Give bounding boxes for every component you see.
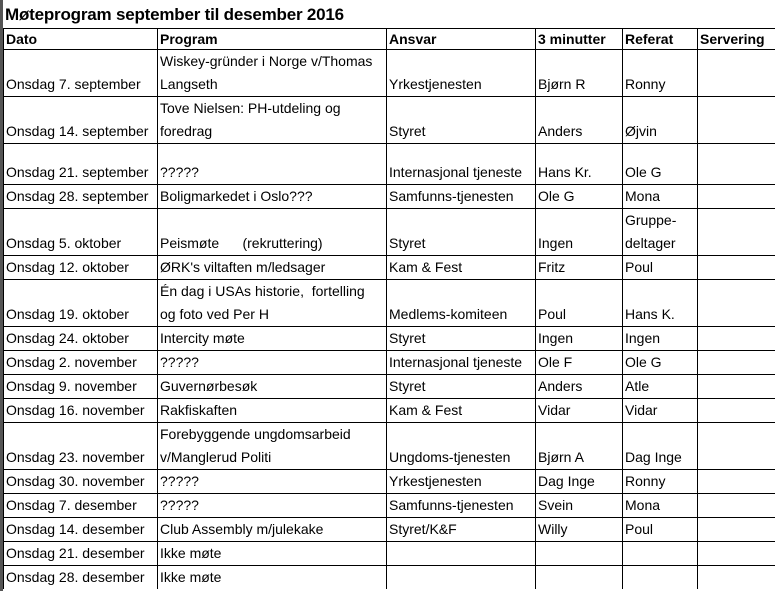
cell-program-line: Wiskey-gründer i Norge v/Thomas bbox=[160, 53, 373, 69]
cell-program-line: v/Manglerud Politi bbox=[160, 449, 272, 465]
cell-referat-line: Ole G bbox=[625, 354, 662, 370]
cell-referat[interactable] bbox=[623, 185, 698, 209]
cell-servering[interactable] bbox=[698, 375, 775, 399]
cell-program-line: Intercity møte bbox=[160, 330, 245, 346]
cell-program-line: foredrag bbox=[160, 123, 213, 139]
cell-servering[interactable] bbox=[698, 185, 775, 209]
cell-program[interactable] bbox=[158, 327, 387, 351]
cell-3-minutter[interactable]: Dag Inge bbox=[536, 470, 623, 494]
cell-program-line: Boligmarkedet i Oslo??? bbox=[160, 188, 313, 204]
cell-program-line: Én dag i USAs historie, fortelling bbox=[160, 283, 365, 299]
cell-ansvar[interactable]: Yrkestjenesten bbox=[387, 470, 536, 494]
cell-referat-line: Poul bbox=[625, 259, 654, 275]
cell-program-line: Forebyggende ungdomsarbeid bbox=[160, 426, 351, 442]
cell-ansvar[interactable]: Styret bbox=[387, 327, 536, 351]
column-header-servering[interactable]: Servering bbox=[698, 29, 775, 50]
table-row bbox=[4, 256, 775, 280]
cell-dato[interactable]: Onsdag 19. oktober bbox=[4, 280, 158, 327]
cell-program[interactable] bbox=[158, 209, 387, 256]
cell-referat-line: Vidar bbox=[625, 402, 658, 418]
cell-3-minutter[interactable]: Anders bbox=[536, 97, 623, 144]
cell-ansvar[interactable] bbox=[387, 566, 536, 590]
cell-referat-line: Dag Inge bbox=[625, 449, 682, 465]
cell-program[interactable] bbox=[158, 50, 387, 97]
cell-program[interactable] bbox=[158, 375, 387, 399]
cell-servering[interactable] bbox=[698, 209, 775, 256]
cell-referat[interactable] bbox=[623, 518, 698, 542]
cell-referat[interactable] bbox=[623, 256, 698, 280]
cell-3-minutter[interactable]: Fritz bbox=[536, 256, 623, 280]
cell-ansvar[interactable]: Internasjonal tjeneste bbox=[387, 351, 536, 375]
cell-servering[interactable] bbox=[698, 470, 775, 494]
cell-program-line: Guvernørbesøk bbox=[160, 378, 258, 394]
cell-program-line: ????? bbox=[160, 497, 199, 513]
cell-referat[interactable] bbox=[623, 327, 698, 351]
cell-referat[interactable] bbox=[623, 399, 698, 423]
cell-referat[interactable] bbox=[623, 542, 698, 566]
cell-program[interactable] bbox=[158, 185, 387, 209]
table-row bbox=[4, 423, 775, 470]
cell-program-line: Ikke møte bbox=[160, 569, 222, 585]
cell-3-minutter[interactable]: Ingen bbox=[536, 327, 623, 351]
cell-referat-line: Ingen bbox=[625, 330, 661, 346]
cell-dato[interactable]: Onsdag 7. desember bbox=[4, 494, 158, 518]
cell-referat-line: Poul bbox=[625, 521, 654, 537]
cell-dato[interactable]: Onsdag 14. september bbox=[4, 97, 158, 144]
cell-3-minutter[interactable]: Poul bbox=[536, 280, 623, 327]
table-row bbox=[4, 494, 775, 518]
column-header-program[interactable]: Program bbox=[158, 29, 387, 50]
cell-program[interactable] bbox=[158, 566, 387, 590]
cell-referat-line: Mona bbox=[625, 188, 661, 204]
cell-referat[interactable] bbox=[623, 209, 698, 256]
column-header-referat[interactable]: Referat bbox=[623, 29, 698, 50]
cell-ansvar[interactable]: Styret/K&F bbox=[387, 518, 536, 542]
cell-3-minutter[interactable]: Svein bbox=[536, 494, 623, 518]
table-row bbox=[4, 399, 775, 423]
cell-servering[interactable] bbox=[698, 327, 775, 351]
cell-3-minutter[interactable] bbox=[536, 542, 623, 566]
table-row bbox=[4, 518, 775, 542]
header-row bbox=[4, 29, 775, 50]
cell-program[interactable] bbox=[158, 280, 387, 327]
cell-referat[interactable] bbox=[623, 423, 698, 470]
cell-dato[interactable]: Onsdag 14. desember bbox=[4, 518, 158, 542]
cell-program[interactable] bbox=[158, 470, 387, 494]
cell-servering[interactable] bbox=[698, 280, 775, 327]
cell-dato[interactable]: Onsdag 28. september bbox=[4, 185, 158, 209]
cell-program-line: ????? bbox=[160, 473, 199, 489]
cell-3-minutter[interactable]: Hans Kr. bbox=[536, 144, 623, 185]
cell-referat-line: Øjvin bbox=[625, 123, 657, 139]
cell-referat-line: Ronny bbox=[625, 76, 666, 92]
cell-dato[interactable]: Onsdag 7. september bbox=[4, 50, 158, 97]
cell-program[interactable] bbox=[158, 256, 387, 280]
cell-servering[interactable] bbox=[698, 494, 775, 518]
cell-servering[interactable] bbox=[698, 97, 775, 144]
cell-servering[interactable] bbox=[698, 423, 775, 470]
cell-program[interactable] bbox=[158, 494, 387, 518]
cell-referat[interactable] bbox=[623, 351, 698, 375]
document-title: Møteprogram september til desember 2016 bbox=[5, 5, 344, 24]
cell-program-line: og foto ved Per H bbox=[160, 306, 269, 322]
cell-servering[interactable] bbox=[698, 399, 775, 423]
cell-program-line: Club Assembly m/julekake bbox=[160, 521, 324, 537]
cell-servering[interactable] bbox=[698, 542, 775, 566]
cell-dato[interactable]: Onsdag 30. november bbox=[4, 470, 158, 494]
cell-3-minutter[interactable]: Bjørn R bbox=[536, 50, 623, 97]
cell-3-minutter[interactable]: Ole F bbox=[536, 351, 623, 375]
table-row bbox=[4, 144, 775, 185]
cell-referat-line: deltager bbox=[625, 235, 676, 251]
cell-program[interactable] bbox=[158, 423, 387, 470]
cell-servering[interactable] bbox=[698, 566, 775, 590]
cell-referat[interactable] bbox=[623, 470, 698, 494]
cell-dato[interactable]: Onsdag 21. september bbox=[4, 144, 158, 185]
cell-program-line: Rakfiskaften bbox=[160, 402, 238, 418]
table-row bbox=[4, 470, 775, 494]
cell-dato[interactable]: Onsdag 2. november bbox=[4, 351, 158, 375]
cell-servering[interactable] bbox=[698, 518, 775, 542]
cell-3-minutter[interactable]: Ingen bbox=[536, 209, 623, 256]
cell-program-line: Peismøte (rekruttering) bbox=[160, 235, 323, 251]
cell-referat[interactable] bbox=[623, 566, 698, 590]
cell-dato[interactable]: Onsdag 24. oktober bbox=[4, 327, 158, 351]
cell-referat-line: Atle bbox=[625, 378, 650, 394]
cell-referat[interactable] bbox=[623, 375, 698, 399]
cell-program[interactable] bbox=[158, 97, 387, 144]
cell-3-minutter[interactable] bbox=[536, 566, 623, 590]
cell-program[interactable] bbox=[158, 144, 387, 185]
cell-referat-line: Mona bbox=[625, 497, 661, 513]
column-header-3-minutter[interactable]: 3 minutter bbox=[536, 29, 623, 50]
table-row bbox=[4, 97, 775, 144]
cell-3-minutter[interactable]: Ole G bbox=[536, 185, 623, 209]
cell-referat-line: Hans K. bbox=[625, 306, 675, 322]
cell-dato[interactable]: Onsdag 21. desember bbox=[4, 542, 158, 566]
cell-dato[interactable]: Onsdag 9. november bbox=[4, 375, 158, 399]
cell-program-line: ????? bbox=[160, 354, 199, 370]
table-row bbox=[4, 375, 775, 399]
cell-servering[interactable] bbox=[698, 144, 775, 185]
cell-ansvar[interactable]: Styret bbox=[387, 97, 536, 144]
cell-3-minutter[interactable]: Vidar bbox=[536, 399, 623, 423]
table-row bbox=[4, 351, 775, 375]
cell-servering[interactable] bbox=[698, 256, 775, 280]
table-row bbox=[4, 566, 775, 590]
cell-program-line: Langseth bbox=[160, 76, 218, 92]
cell-referat[interactable] bbox=[623, 144, 698, 185]
cell-program-line: Ikke møte bbox=[160, 545, 222, 561]
column-header-dato[interactable]: Dato bbox=[4, 29, 158, 50]
cell-servering[interactable] bbox=[698, 351, 775, 375]
cell-ansvar[interactable]: Ungdoms-tjenesten bbox=[387, 423, 536, 470]
cell-dato[interactable]: Onsdag 28. desember bbox=[4, 566, 158, 590]
cell-ansvar[interactable]: Samfunns-tjenesten bbox=[387, 494, 536, 518]
table-row bbox=[4, 185, 775, 209]
cell-ansvar[interactable]: Kam & Fest bbox=[387, 399, 536, 423]
table-row bbox=[4, 327, 775, 351]
cell-referat[interactable] bbox=[623, 280, 698, 327]
cell-referat-line: Ole G bbox=[625, 164, 662, 180]
table-row bbox=[4, 542, 775, 566]
cell-program[interactable] bbox=[158, 518, 387, 542]
cell-referat-line: Gruppe- bbox=[625, 212, 677, 228]
table-row bbox=[4, 50, 775, 97]
cell-program-line: ????? bbox=[160, 164, 199, 180]
cell-ansvar[interactable]: Samfunns-tjenesten bbox=[387, 185, 536, 209]
cell-dato[interactable]: Onsdag 16. november bbox=[4, 399, 158, 423]
cell-dato[interactable]: Onsdag 23. november bbox=[4, 423, 158, 470]
cell-referat[interactable] bbox=[623, 97, 698, 144]
cell-ansvar[interactable]: Styret bbox=[387, 209, 536, 256]
cell-program-line: Tove Nielsen: PH-utdeling og bbox=[160, 100, 341, 116]
cell-3-minutter[interactable]: Willy bbox=[536, 518, 623, 542]
table-row bbox=[4, 280, 775, 327]
meeting-schedule-table bbox=[3, 28, 775, 589]
cell-referat[interactable] bbox=[623, 494, 698, 518]
cell-ansvar[interactable]: Medlems-komiteen bbox=[387, 280, 536, 327]
cell-ansvar[interactable]: Internasjonal tjeneste bbox=[387, 144, 536, 185]
cell-dato[interactable]: Onsdag 5. oktober bbox=[4, 209, 158, 256]
column-header-ansvar[interactable]: Ansvar bbox=[387, 29, 536, 50]
cell-3-minutter[interactable]: Anders bbox=[536, 375, 623, 399]
cell-ansvar[interactable]: Styret bbox=[387, 375, 536, 399]
cell-servering[interactable] bbox=[698, 50, 775, 97]
table-row bbox=[4, 209, 775, 256]
cell-ansvar[interactable]: Yrkestjenesten bbox=[387, 50, 536, 97]
cell-program[interactable] bbox=[158, 542, 387, 566]
cell-referat[interactable] bbox=[623, 50, 698, 97]
cell-program[interactable] bbox=[158, 351, 387, 375]
cell-program[interactable] bbox=[158, 399, 387, 423]
cell-ansvar[interactable] bbox=[387, 542, 536, 566]
cell-ansvar[interactable]: Kam & Fest bbox=[387, 256, 536, 280]
cell-dato[interactable]: Onsdag 12. oktober bbox=[4, 256, 158, 280]
cell-3-minutter[interactable]: Bjørn A bbox=[536, 423, 623, 470]
cell-referat-line: Ronny bbox=[625, 473, 666, 489]
cell-program-line: ØRK's viltaften m/ledsager bbox=[160, 259, 326, 275]
